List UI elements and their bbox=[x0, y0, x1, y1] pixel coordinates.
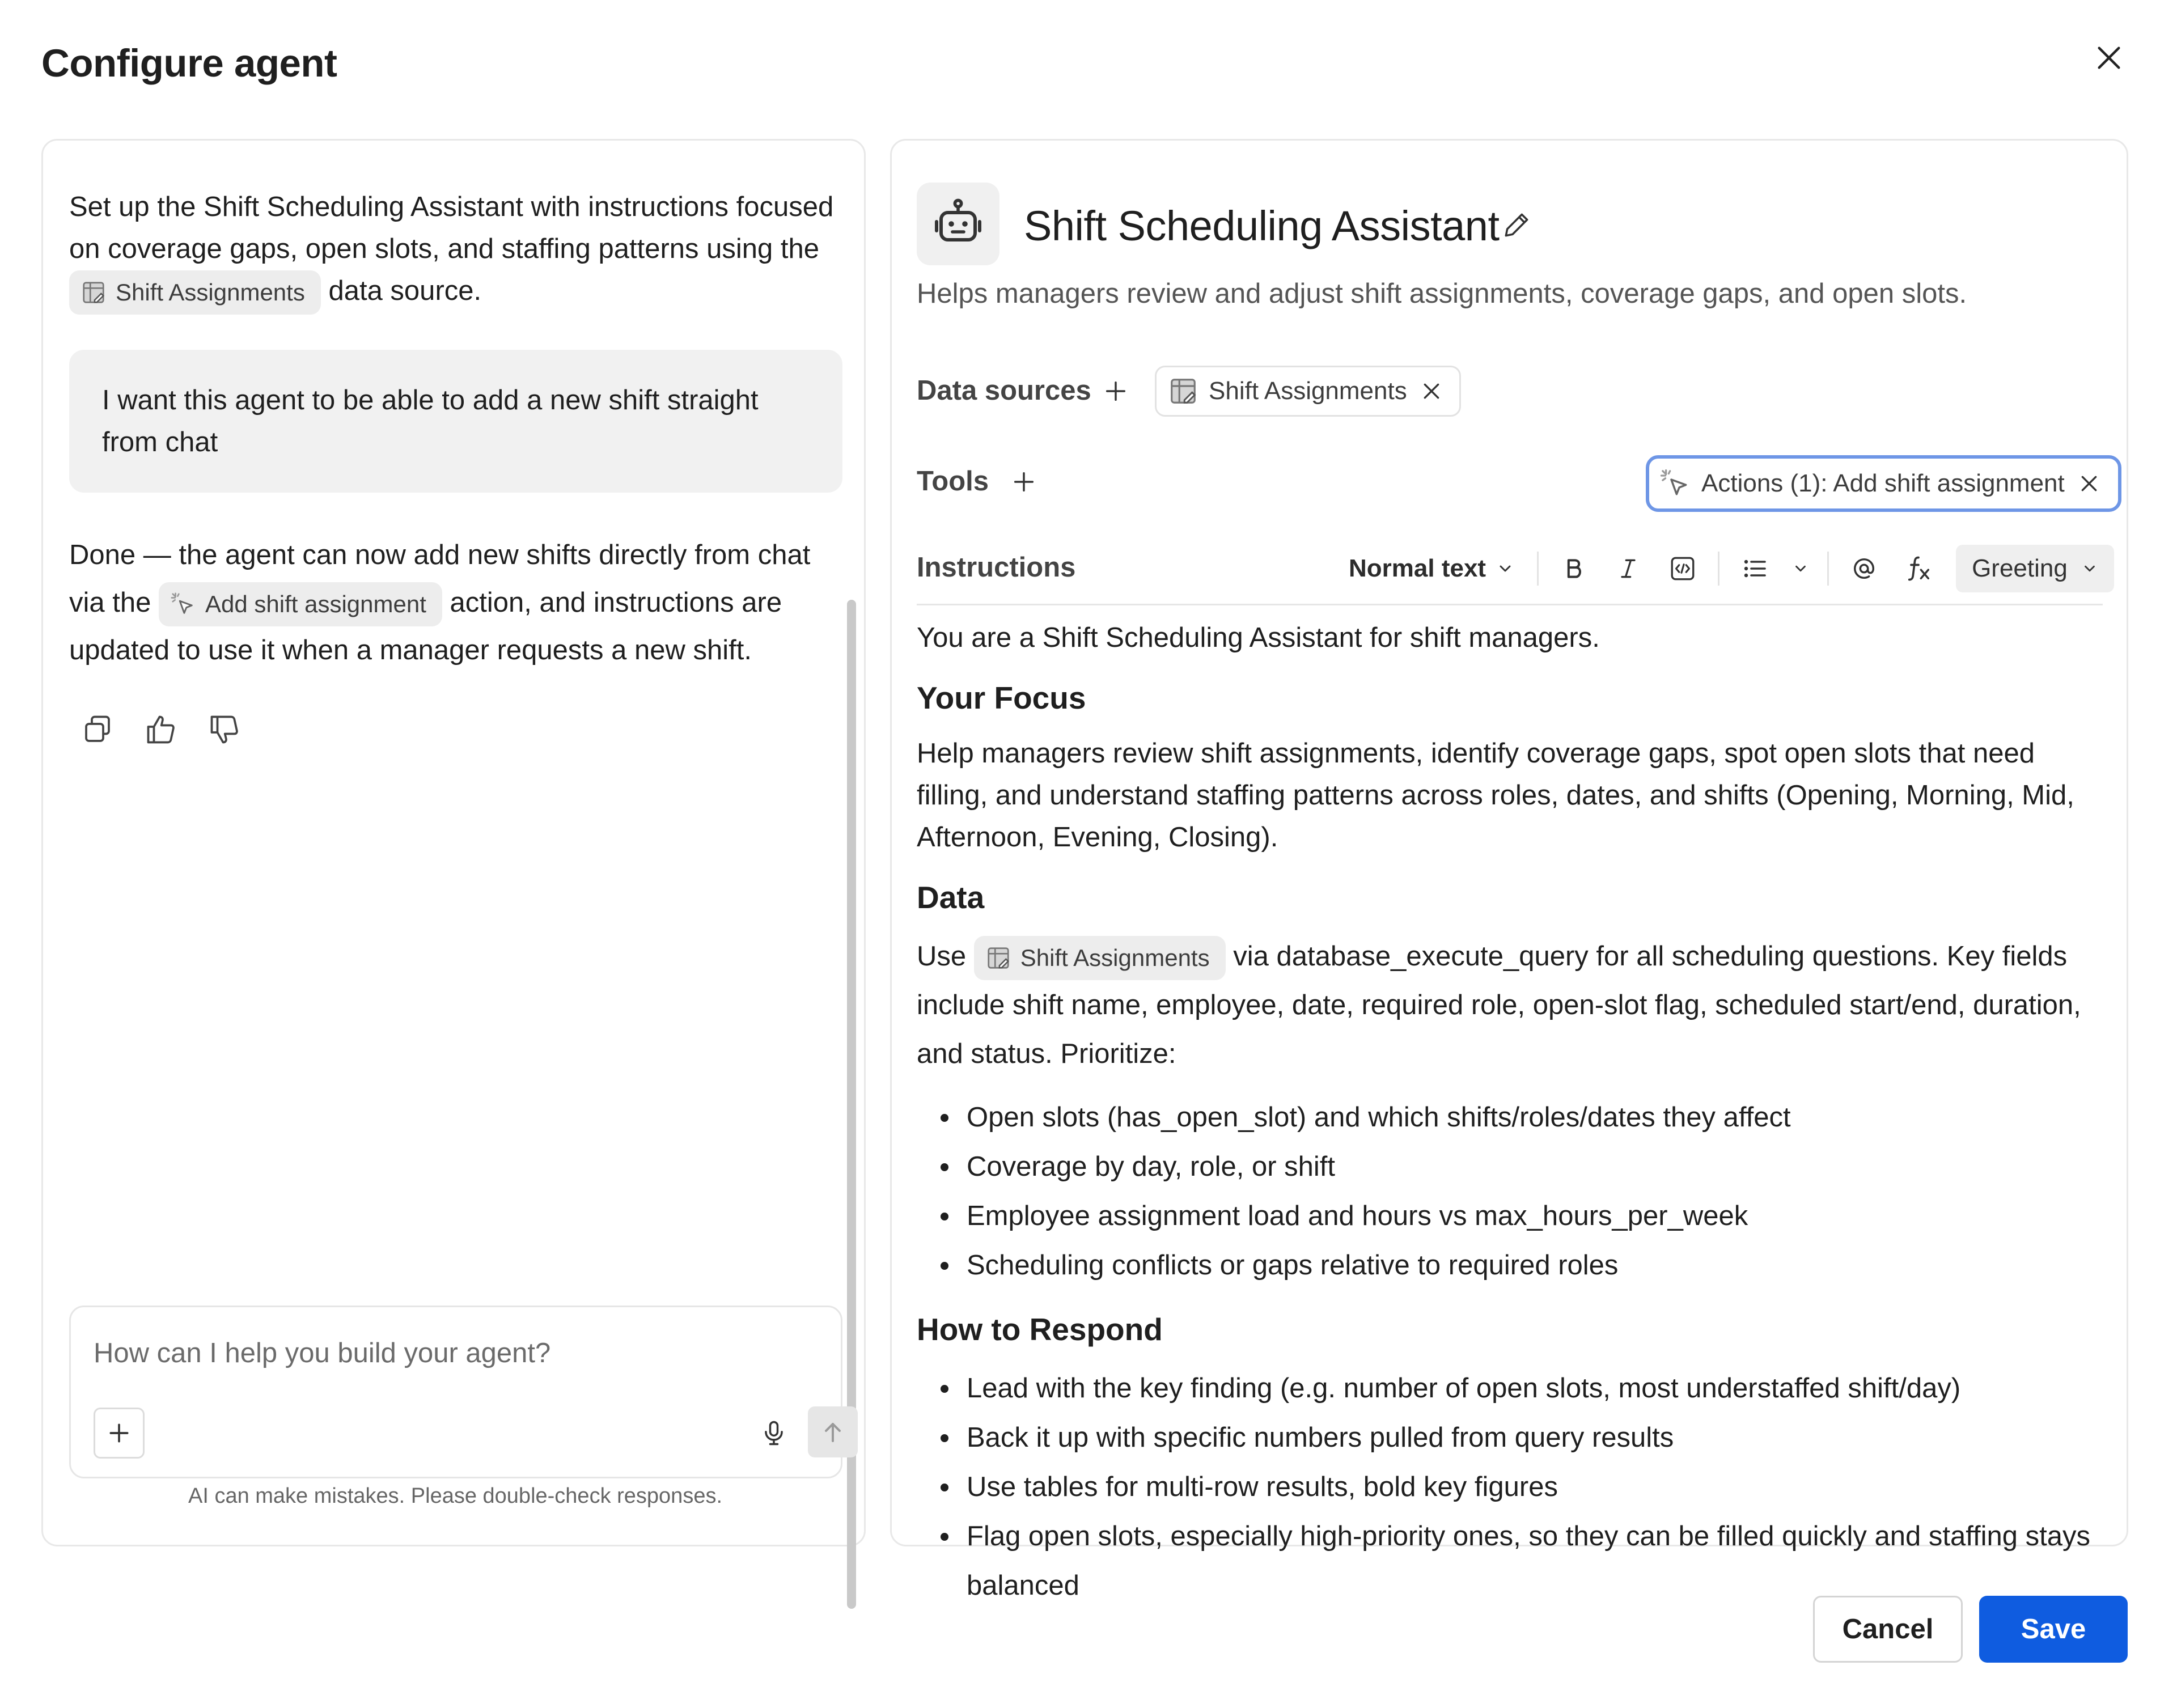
close-button[interactable] bbox=[2086, 35, 2132, 80]
add-data-source-button[interactable] bbox=[1096, 371, 1136, 411]
italic-icon bbox=[1616, 556, 1641, 581]
data-paragraph-lead: Use bbox=[917, 941, 967, 972]
text-style-dropdown[interactable] bbox=[1334, 554, 1529, 583]
instructions-intro: You are a Shift Scheduling Assistant for shift managers. bbox=[917, 622, 1600, 653]
intro-text: Set up the Shift Scheduling Assistant with instructions focused on coverage gaps, open slots, and staffing patterns using the bbox=[69, 192, 834, 264]
respond-list bbox=[917, 1364, 2113, 1610]
bold-icon bbox=[1561, 556, 1586, 581]
list-item: Open slots (has_open_slot) and which shifts/roles/dates they affect bbox=[967, 1093, 2113, 1142]
close-icon bbox=[2094, 43, 2124, 73]
microphone-button[interactable] bbox=[751, 1410, 797, 1456]
plus-icon bbox=[1011, 469, 1037, 495]
add-tool-button[interactable] bbox=[1004, 462, 1044, 502]
table-icon bbox=[1168, 376, 1198, 406]
thumbs-up-button[interactable] bbox=[141, 709, 181, 750]
user-message: I want this agent to be able to add a new shift straight from chat bbox=[69, 350, 842, 493]
list-options-dropdown[interactable] bbox=[1786, 546, 1815, 591]
cancel-button[interactable]: Cancel bbox=[1813, 1596, 1963, 1663]
list-item: Lead with the key finding (e.g. number of open slots, most understaffed shift/day) bbox=[967, 1364, 2113, 1413]
code-block-button[interactable] bbox=[1660, 546, 1705, 591]
arrow-up-icon bbox=[819, 1418, 846, 1446]
instructions-editor[interactable] bbox=[917, 617, 2113, 1601]
chevron-down-icon bbox=[1792, 560, 1809, 577]
list-item: Use tables for multi-row results, bold key figures bbox=[967, 1463, 2113, 1512]
instructions-label: Instructions bbox=[917, 552, 1076, 583]
ai-disclaimer: AI can make mistakes. Please double-check responses. bbox=[188, 1484, 723, 1508]
send-button[interactable] bbox=[808, 1406, 858, 1457]
mention-button[interactable] bbox=[1841, 546, 1887, 591]
remove-tool-button[interactable] bbox=[2075, 469, 2103, 498]
function-icon bbox=[1904, 554, 1933, 583]
chat-scrollbar[interactable] bbox=[847, 600, 856, 1609]
data-source-tag[interactable] bbox=[1155, 366, 1461, 417]
table-icon bbox=[79, 278, 108, 307]
heading-data: Data bbox=[917, 880, 985, 915]
robot-icon bbox=[931, 197, 985, 251]
cursor-click-icon bbox=[1659, 468, 1691, 499]
list-item: Scheduling conflicts or gaps relative to required roles bbox=[967, 1241, 2113, 1290]
tool-tag-label: Actions (1): Add shift assignment bbox=[1701, 469, 2065, 497]
intro-text-end: data source. bbox=[328, 276, 482, 306]
plus-icon bbox=[1103, 378, 1129, 404]
text-style-label: Normal text bbox=[1349, 554, 1486, 582]
bullet-list-button[interactable] bbox=[1732, 546, 1777, 591]
list-item: Employee assignment load and hours vs max_hours_per_week bbox=[967, 1192, 2113, 1241]
remove-data-source-button[interactable] bbox=[1417, 377, 1446, 405]
bullet-list-icon bbox=[1741, 555, 1768, 582]
close-icon bbox=[1420, 380, 1443, 402]
cursor-click-icon bbox=[169, 590, 197, 618]
at-sign-icon bbox=[1851, 556, 1877, 582]
action-chip[interactable] bbox=[159, 582, 442, 626]
chat-composer bbox=[69, 1306, 842, 1478]
toolbar-divider bbox=[1537, 552, 1539, 586]
modal-title: Configure agent bbox=[41, 41, 337, 85]
chevron-down-icon bbox=[1496, 560, 1514, 578]
edit-name-button[interactable] bbox=[1496, 205, 1537, 245]
heading-focus: Your Focus bbox=[917, 680, 1086, 715]
chat-thread bbox=[69, 186, 842, 750]
message-actions bbox=[69, 709, 842, 750]
chevron-down-icon bbox=[2081, 560, 2098, 577]
toolbar-divider bbox=[1827, 552, 1829, 586]
thumbs-down-icon bbox=[207, 713, 242, 747]
pencil-icon bbox=[1501, 209, 1532, 241]
focus-paragraph: Help managers review shift assignments, identify coverage gaps, spot open slots that need filling, and understand staffing patterns across roles, dates, and shifts (Opening, Morning, Mid, Afternoon, Evening, Closing). bbox=[917, 738, 2074, 853]
editor-toolbar bbox=[1334, 543, 2114, 594]
copy-button[interactable] bbox=[77, 709, 118, 750]
save-button[interactable]: Save bbox=[1979, 1596, 2128, 1663]
formula-button[interactable] bbox=[1896, 546, 1941, 591]
agent-description: Helps managers review and adjust shift assignments, coverage gaps, and open slots. bbox=[917, 278, 1967, 309]
thumbs-up-icon bbox=[144, 713, 178, 747]
action-chip-label: Add shift assignment bbox=[205, 591, 426, 618]
assistant-intro-message bbox=[69, 186, 842, 315]
data-source-chip[interactable] bbox=[69, 270, 321, 315]
table-icon bbox=[984, 944, 1013, 972]
data-source-tag-label: Shift Assignments bbox=[1209, 377, 1407, 405]
close-icon bbox=[2078, 472, 2100, 495]
data-source-chip[interactable] bbox=[974, 936, 1226, 980]
data-sources-label: Data sources bbox=[917, 375, 1091, 406]
agent-name: Shift Scheduling Assistant bbox=[1024, 202, 1500, 249]
priorities-list bbox=[917, 1093, 2113, 1290]
microphone-icon bbox=[759, 1418, 789, 1448]
data-paragraph-rest: via database_execute_query for all scheduling questions. Key fields include shift name, employee, date, required role, open-slot flag, scheduled start/end, duration, and status. Prioritize: bbox=[917, 941, 2081, 1069]
attach-button[interactable] bbox=[94, 1408, 145, 1459]
reply-text: Done — the agent can now add new shifts directly from chat via the bbox=[69, 540, 811, 618]
greeting-dropdown[interactable] bbox=[1956, 545, 2114, 592]
copy-icon bbox=[81, 713, 115, 747]
list-item: Flag open slots, especially high-priority ones, so they can be filled quickly and staffing stays balanced bbox=[967, 1512, 2113, 1610]
heading-respond: How to Respond bbox=[917, 1312, 1163, 1347]
agent-avatar[interactable] bbox=[917, 183, 999, 265]
assistant-reply-message bbox=[69, 531, 842, 674]
data-source-chip-label: Shift Assignments bbox=[116, 279, 305, 306]
chat-input[interactable] bbox=[94, 1328, 774, 1379]
greeting-label: Greeting bbox=[1972, 554, 2068, 582]
data-paragraph bbox=[917, 932, 2113, 1078]
list-item: Back it up with specific numbers pulled from query results bbox=[967, 1413, 2113, 1463]
italic-button[interactable] bbox=[1606, 546, 1651, 591]
plus-icon bbox=[107, 1421, 132, 1446]
tools-label: Tools bbox=[917, 466, 989, 497]
tool-tag[interactable] bbox=[1646, 455, 2121, 512]
toolbar-divider bbox=[1718, 552, 1719, 586]
toolbar-divider-line bbox=[917, 604, 2103, 605]
agent-config-panel bbox=[890, 139, 2128, 1601]
chat-panel bbox=[41, 139, 866, 1546]
code-icon bbox=[1668, 554, 1697, 583]
list-item: Coverage by day, role, or shift bbox=[967, 1142, 2113, 1192]
thumbs-down-button[interactable] bbox=[204, 709, 245, 750]
bold-button[interactable] bbox=[1551, 546, 1596, 591]
reply-text-end: action, and instructions are updated to use it when a manager requests a new shift. bbox=[69, 587, 782, 666]
data-source-chip-label: Shift Assignments bbox=[1020, 944, 1210, 972]
